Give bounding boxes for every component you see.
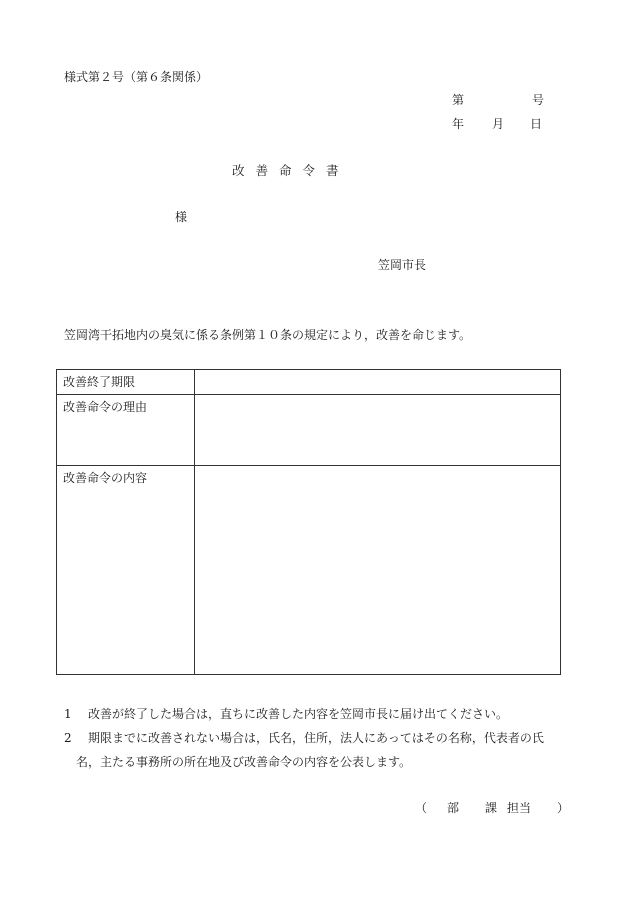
date-day: 日 — [530, 117, 543, 131]
order-details-table — [56, 369, 561, 675]
note-number: 2 — [64, 731, 72, 745]
note-item-2 — [64, 729, 544, 746]
contact-open-paren: （ — [415, 801, 428, 815]
note-item-1 — [64, 705, 508, 722]
table-row-content — [57, 466, 561, 675]
note-text: 改善が終了した場合は，直ちに改善した内容を笠岡市長に届け出てください。 — [88, 707, 509, 721]
reason-label: 改善命令の理由 — [57, 395, 195, 466]
addressee-honorific: 様 — [175, 210, 188, 224]
content-label: 改善命令の内容 — [57, 466, 195, 675]
contact-section: 課 — [485, 801, 498, 815]
body-text: 笠岡湾干拓地内の臭気に係る条例第１０条の規定により，改善を命じます。 — [64, 328, 472, 342]
note-item-2-continuation: 名，主たる事務所の所在地及び改善命令の内容を公表します。 — [76, 755, 412, 769]
contact-person: 担当 — [507, 801, 532, 815]
deadline-value — [195, 370, 561, 395]
reason-value — [195, 395, 561, 466]
content-value — [195, 466, 561, 675]
form-number-label: 様式第２号（第６条関係） — [64, 70, 209, 84]
document-title: 改善命令書 — [232, 163, 350, 178]
note-number: 1 — [64, 707, 72, 721]
number-prefix: 第 — [452, 93, 465, 107]
contact-dept: 部 — [447, 801, 460, 815]
contact-close-paren: ） — [557, 801, 570, 815]
date-year: 年 — [452, 117, 465, 131]
note-text: 期限までに改善されない場合は，氏名，住所，法人にあってはその名称，代表者の氏 — [88, 731, 544, 745]
issuer-name: 笠岡市長 — [378, 258, 427, 272]
date-month: 月 — [492, 117, 505, 131]
deadline-label: 改善終了期限 — [57, 370, 195, 395]
table-row-deadline — [57, 370, 561, 395]
number-suffix: 号 — [532, 93, 545, 107]
table-row-reason — [57, 395, 561, 466]
